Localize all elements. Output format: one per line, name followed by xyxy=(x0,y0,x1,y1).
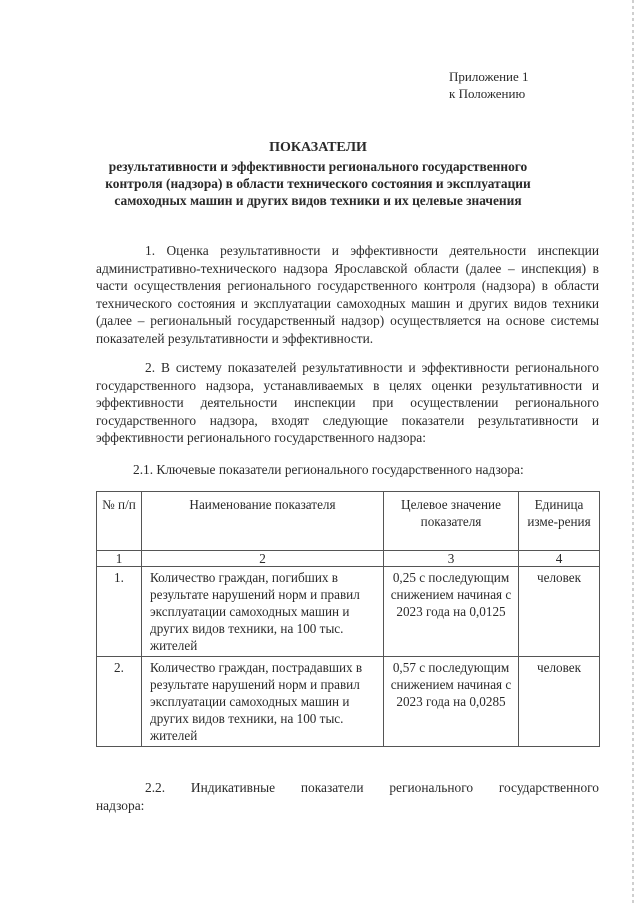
column-number: 1 xyxy=(97,551,142,567)
table-row xyxy=(97,567,600,657)
scan-edge xyxy=(632,0,634,905)
header-unit: Единица изме-рения xyxy=(519,492,600,551)
indicator-name: Количество граждан, пострадавших в результате нарушений норм и правил эксплуатации самоходных машин и других видов техники, на 100 тыс. жителей xyxy=(142,657,384,747)
header-number: № п/п xyxy=(97,492,142,551)
title-subtitle: результативности и эффективности регионального государственного контроля (надзора) в области технического состояния и эксплуатации самоходных машин и других видов техники и их целевые значения xyxy=(105,159,531,208)
column-number: 3 xyxy=(384,551,519,567)
appendix-note xyxy=(449,68,529,102)
paragraph-2: 2. В систему показателей результативности и эффективности регионального государственного надзора, устанавливаемых в целях оценки результативности и эффективности деятельности инспекции при осуществлении регионального государственного надзора, входят следующие показатели результативности и эффективности регионального государственного надзора: xyxy=(96,360,599,445)
indicator-name: Количество граждан, погибших в результате нарушений норм и правил эксплуатации самоходных машин и других видов техники, на 100 тыс. жителей xyxy=(142,567,384,657)
target-value: 0,57 с последующим снижением начиная с 2023 года на 0,0285 xyxy=(384,657,519,747)
paragraph-2-1: 2.1. Ключевые показатели регионального государственного надзора: xyxy=(133,462,524,477)
row-number: 1. xyxy=(97,567,142,657)
header-target: Целевое значение показателя xyxy=(384,492,519,551)
table-header-row xyxy=(97,492,600,551)
appendix-line-2: к Положению xyxy=(449,86,526,101)
document-title xyxy=(90,139,546,209)
appendix-line-1: Приложение 1 xyxy=(449,69,529,84)
column-number: 2 xyxy=(142,551,384,567)
table-row xyxy=(97,657,600,747)
unit-value: человек xyxy=(519,567,600,657)
row-number: 2. xyxy=(97,657,142,747)
target-value: 0,25 с последующим снижением начиная с 2023 года на 0,0125 xyxy=(384,567,519,657)
paragraph-1: 1. Оценка результативности и эффективности деятельности инспекции административно-технического надзора Ярославской области (далее – инспекция) в части осуществления регионального государственного контроля (надзора) в области технического состояния и эксплуатации самоходных машин и других видов техники (далее – региональный государственный надзор) осуществляется на основе системы показателей результативности и эффективности. xyxy=(96,243,599,346)
unit-value: человек xyxy=(519,657,600,747)
title-main: ПОКАЗАТЕЛИ xyxy=(269,140,367,155)
paragraph-2-2-continued: надзора: xyxy=(96,798,145,813)
column-number: 4 xyxy=(519,551,600,567)
column-numbers-row xyxy=(97,551,600,567)
indicators-table xyxy=(96,491,600,747)
header-name: Наименование показателя xyxy=(142,492,384,551)
paragraph-2-2: 2.2. Индикативные показатели регионального государственного xyxy=(145,780,599,795)
